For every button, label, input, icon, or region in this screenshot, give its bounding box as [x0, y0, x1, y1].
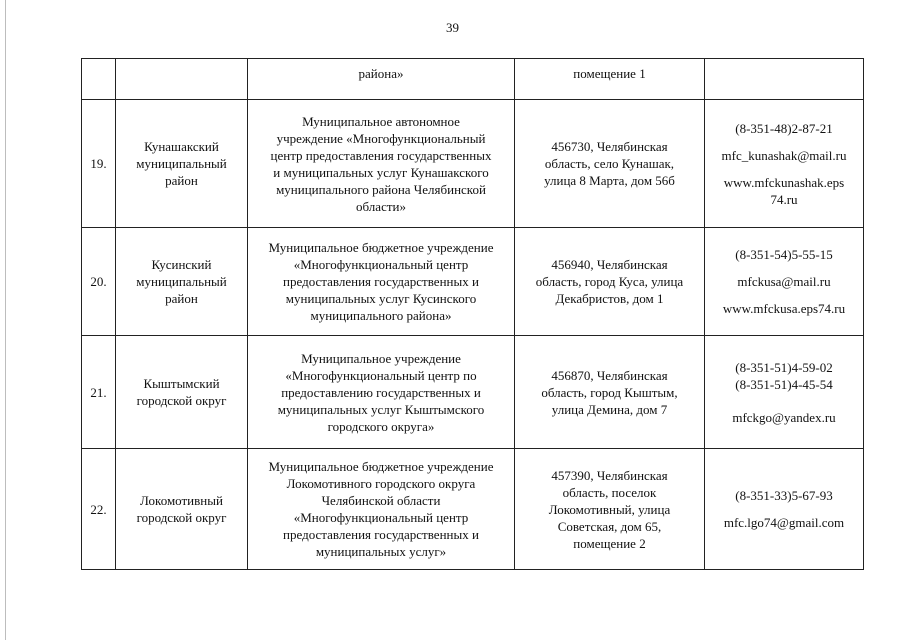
row-number: 22.: [82, 449, 116, 570]
table-row: [82, 100, 864, 228]
org-line: «Многофункциональный центр: [293, 257, 469, 272]
district-cell: [116, 336, 248, 449]
address-line: область, город Кыштым,: [541, 384, 678, 400]
address-cell: [515, 336, 705, 449]
row-number: 19.: [82, 100, 116, 228]
website: www.mfckusa.eps74.ru: [722, 301, 846, 316]
district-line: муниципальный: [136, 274, 227, 289]
org-line: муниципальных услуг»: [315, 544, 447, 559]
org-line: городского округа»: [327, 418, 435, 434]
address-line: Локомотивный, улица: [548, 501, 671, 517]
district-line: район: [165, 173, 198, 188]
district-line: Кусинский: [151, 257, 212, 272]
cell-num: [82, 59, 116, 100]
org-line: муниципального района»: [310, 308, 452, 323]
organization-cell: [248, 449, 515, 570]
address-line: 456730, Челябинская: [551, 139, 668, 154]
cell-address: помещение 1: [515, 59, 705, 100]
table-row: [82, 336, 864, 449]
phone: (8-351-48)2-87-21: [735, 120, 833, 136]
phone: (8-351-51)4-45-54: [735, 376, 833, 392]
org-line: муниципального района Челябинской: [276, 181, 486, 197]
district-cell: [116, 449, 248, 570]
address-line: 457390, Челябинская: [551, 467, 668, 483]
org-line: «Многофункциональный центр по: [285, 367, 477, 383]
org-line: Муниципальное учреждение: [301, 350, 461, 366]
organization-cell: [248, 100, 515, 228]
district-line: Локомотивный: [140, 493, 223, 508]
contacts-cell: [705, 336, 864, 449]
email: mfc.lgo74@gmail.com: [723, 515, 845, 530]
phone: (8-351-54)5-55-15: [735, 247, 833, 262]
row-number: 21.: [82, 336, 116, 449]
phone: (8-351-33)5-67-93: [735, 488, 833, 503]
org-line: и муниципальных услуг Кунашакского: [273, 164, 489, 180]
org-line: муниципальных услуг Кыштымского: [277, 401, 485, 417]
address-line: Советская, дом 65,: [557, 518, 662, 534]
contacts-cell: [705, 228, 864, 336]
district-line: Кунашакский: [144, 139, 219, 154]
email: mfc_kunashak@mail.ru: [721, 147, 847, 163]
contacts-cell: [705, 100, 864, 228]
district-line: городской округ: [136, 510, 227, 525]
org-line: учреждение «Многофункциональный: [276, 130, 486, 146]
district-line: городской округ: [136, 393, 227, 408]
org-line: Муниципальное автономное: [302, 113, 460, 129]
organization-cell: [248, 228, 515, 336]
org-line: муниципальных услуг Кусинского: [285, 291, 477, 306]
address-line: область, поселок: [562, 484, 657, 500]
website: 74.ru: [770, 191, 798, 207]
cell-contacts: [705, 59, 864, 100]
email: mfckgo@yandex.ru: [732, 409, 836, 425]
org-line: Муниципальное бюджетное учреждение: [268, 240, 494, 255]
address-line: 456940, Челябинская: [551, 257, 668, 272]
org-line: предоставления государственных и: [283, 527, 479, 542]
address-cell: [515, 100, 705, 228]
organization-cell: [248, 336, 515, 449]
table-row: [82, 228, 864, 336]
district-cell: [116, 100, 248, 228]
phone: (8-351-51)4-59-02: [735, 359, 833, 375]
continuation-row: [82, 59, 864, 100]
page-number: 39: [446, 20, 459, 35]
address-cell: [515, 449, 705, 570]
district-line: район: [165, 291, 198, 306]
district-cell: [116, 228, 248, 336]
address-line: улица Демина, дом 7: [551, 401, 668, 417]
address-line: область, село Кунашак,: [544, 156, 675, 171]
address-line: помещение 2: [573, 535, 646, 551]
cell-org: района»: [248, 59, 515, 100]
district-line: муниципальный: [136, 156, 227, 171]
email: mfckusa@mail.ru: [737, 274, 831, 289]
org-line: предоставлению государственных и: [281, 384, 481, 400]
table-row: [82, 449, 864, 570]
contacts-cell: [705, 449, 864, 570]
address-line: 456870, Челябинская: [551, 367, 668, 383]
org-line: Локомотивного городского округа: [286, 476, 476, 491]
org-line: Муниципальное бюджетное учреждение: [268, 459, 494, 474]
org-line: центр предоставления государственных: [270, 147, 492, 163]
mfc-registry-table: [81, 58, 864, 570]
address-line: улица 8 Марта, дом 56б: [544, 173, 675, 188]
district-line: Кыштымский: [143, 376, 220, 391]
org-line: Челябинской области: [321, 493, 441, 508]
website: www.mfckunashak.eps: [723, 174, 845, 190]
address-line: Декабристов, дом 1: [555, 291, 664, 306]
address-cell: [515, 228, 705, 336]
org-line: предоставления государственных и: [283, 274, 479, 289]
row-number: 20.: [82, 228, 116, 336]
address-line: область, город Куса, улица: [535, 274, 684, 289]
page-edge-line: [5, 0, 6, 640]
org-line: «Многофункциональный центр: [293, 510, 469, 525]
cell-district: [116, 59, 248, 100]
org-line: области»: [356, 198, 406, 214]
